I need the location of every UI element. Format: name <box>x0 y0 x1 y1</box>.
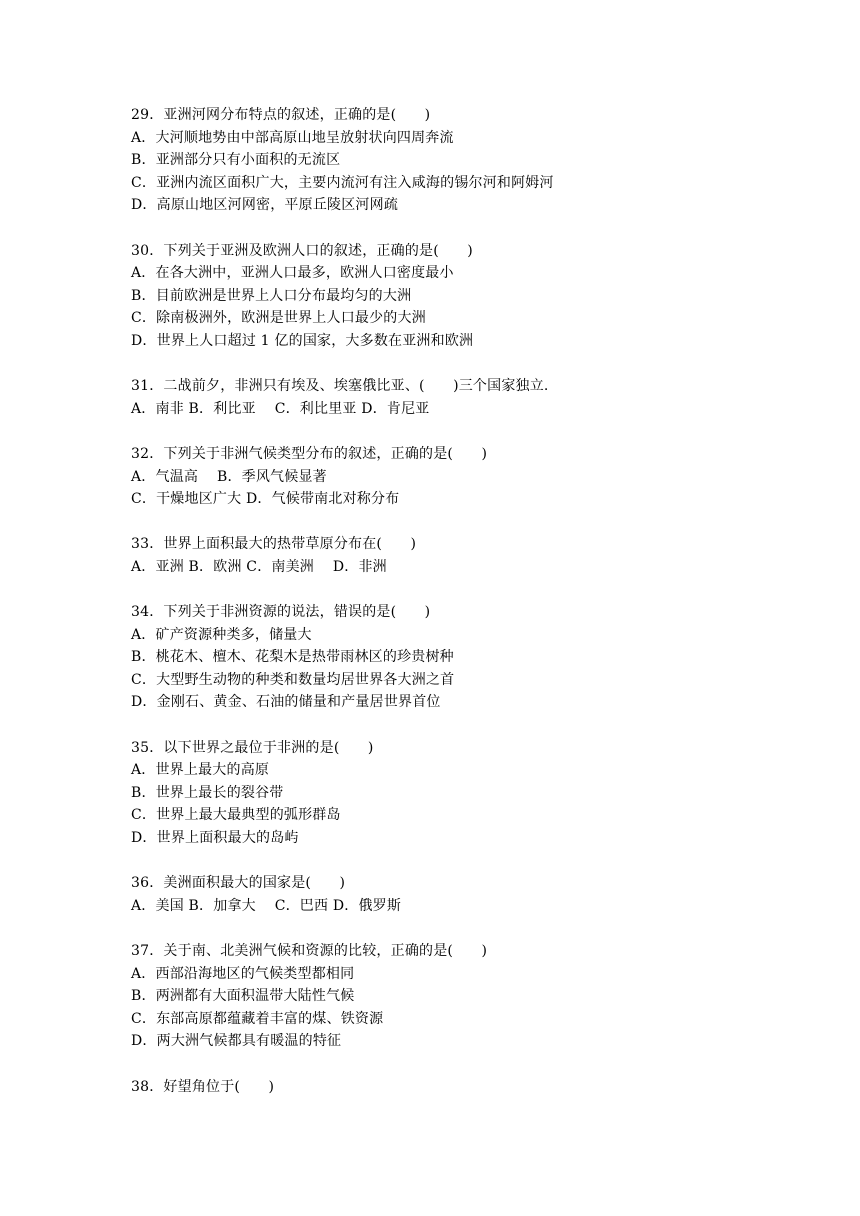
answer-option: A．气温高 B．季风气候显著 <box>131 468 327 485</box>
answer-option: C．除南极洲外，欧洲是世界上人口最少的大洲 <box>131 310 426 327</box>
question-stem: 37．关于南、北美洲气候和资源的比较，正确的是( ) <box>131 942 488 959</box>
question-stem: 34．下列关于非洲资源的说法，错误的是( ) <box>131 604 431 621</box>
answer-option: A．世界上最大的高原 <box>131 762 270 779</box>
question-stem: 36．美洲面积最大的国家是( ) <box>131 875 346 892</box>
answer-option: D．金刚石、黄金、石油的储量和产量居世界首位 <box>131 694 441 711</box>
question-block <box>131 601 811 714</box>
answer-option: B．亚洲部分只有小面积的无流区 <box>131 152 341 169</box>
answer-option: B．两洲都有大面积温带大陆性气候 <box>131 988 355 1005</box>
answer-option: C．东部高原都蕴藏着丰富的煤、铁资源 <box>131 1010 384 1027</box>
answer-option: A．在各大洲中，亚洲人口最多，欧洲人口密度最小 <box>131 265 454 282</box>
question-block <box>131 533 811 578</box>
question-block <box>131 104 811 217</box>
question-list <box>131 104 811 1121</box>
answer-option: D．高原山地区河网密，平原丘陵区河网疏 <box>131 197 399 214</box>
answer-option: D．世界上面积最大的岛屿 <box>131 830 299 846</box>
answer-option: D．两大洲气候都具有暖温的特征 <box>131 1033 342 1050</box>
answer-option: A．矿产资源种类多，储量大 <box>131 626 312 643</box>
question-block <box>131 940 811 1053</box>
question-stem: 33．世界上面积最大的热带草原分布在( ) <box>131 536 417 553</box>
answer-option: C．大型野生动物的种类和数量均居世界各大洲之首 <box>131 671 455 688</box>
question-stem: 38．好望角位于( ) <box>131 1078 275 1095</box>
answer-option: A．大河顺地势由中部高原山地呈放射状向四周奔流 <box>131 129 454 146</box>
question-stem: 31．二战前夕，非洲只有埃及、埃塞俄比亚、( )三个国家独立. <box>131 378 549 395</box>
question-block <box>131 375 811 420</box>
answer-option: A．美国 B．加拿大 C．巴西 D．俄罗斯 <box>131 897 402 914</box>
answer-option: B．桃花木、檀木、花梨木是热带雨林区的珍贵树种 <box>131 649 454 666</box>
question-stem: 32．下列关于非洲气候类型分布的叙述，正确的是( ) <box>131 445 488 462</box>
question-stem: 30．下列关于亚洲及欧洲人口的叙述，正确的是( ) <box>131 242 473 259</box>
answer-option: D．世界上人口超过 1 亿的国家，大多数在亚洲和欧洲 <box>131 332 474 349</box>
question-block <box>131 240 811 353</box>
question-stem: 29．亚洲河网分布特点的叙述，正确的是( ) <box>131 107 431 123</box>
answer-option: A．西部沿海地区的气候类型都相同 <box>131 965 355 982</box>
question-stem: 35．以下世界之最位于非洲的是( ) <box>131 739 374 756</box>
question-block <box>131 443 811 511</box>
answer-option: C．亚洲内流区面积广大，主要内流河有注入咸海的锡尔河和阿姆河 <box>131 174 554 191</box>
answer-option: C．世界上最大最典型的弧形群岛 <box>131 807 341 824</box>
answer-option: A．亚洲 B．欧洲 C．南美洲 D．非洲 <box>131 558 387 575</box>
question-block <box>131 1076 811 1099</box>
question-block <box>131 872 811 917</box>
answer-option: A．南非 B．利比亚 C．利比里亚 D．肯尼亚 <box>131 400 430 417</box>
answer-option: C．干燥地区广大 D．气候带南北对称分布 <box>131 491 400 508</box>
answer-option: B．目前欧洲是世界上人口分布最均匀的大洲 <box>131 287 412 304</box>
answer-option: B．世界上最长的裂谷带 <box>131 784 284 801</box>
question-block <box>131 737 811 850</box>
